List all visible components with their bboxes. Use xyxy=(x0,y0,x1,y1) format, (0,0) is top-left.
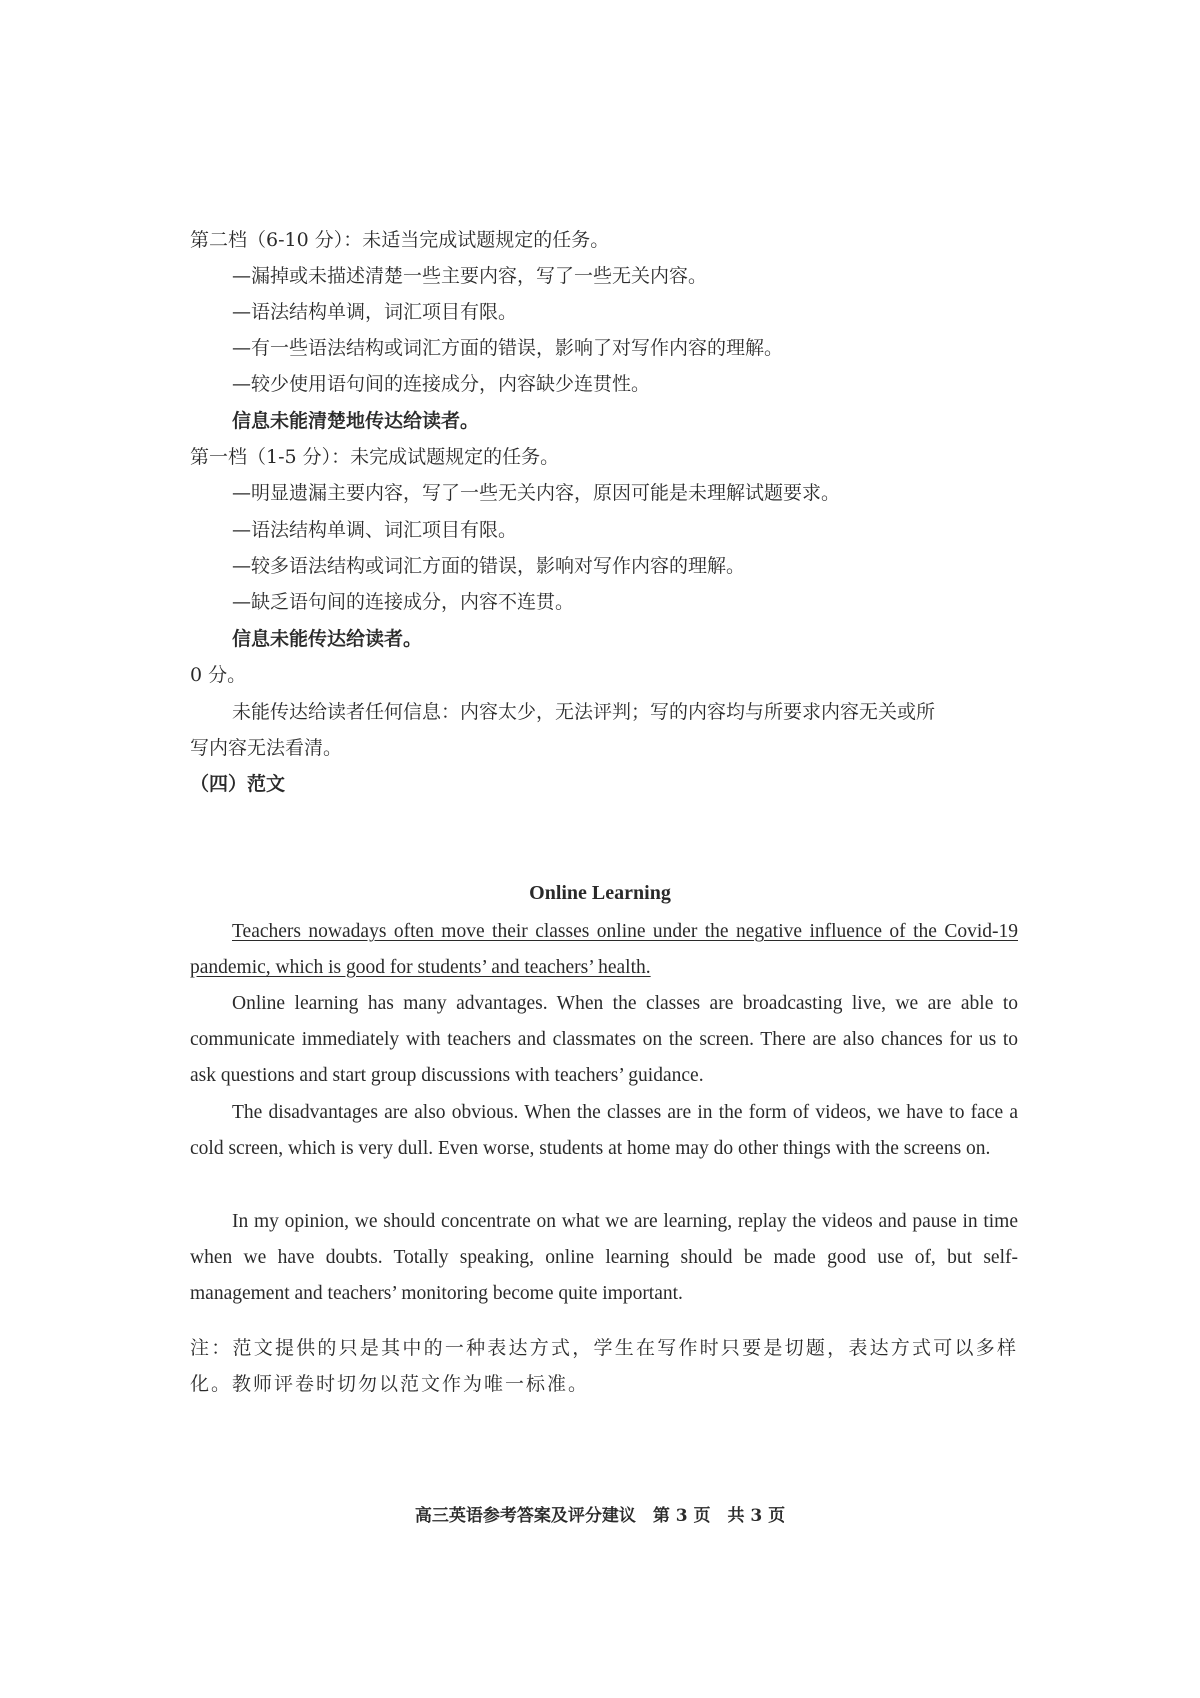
note-text: 注：范文提供的只是其中的一种表达方式，学生在写作时只要是切题，表达方式可以多样化。教师评卷时切勿以范文作为唯一标准。 xyxy=(190,1337,1018,1395)
section-heading: （四）范文 xyxy=(190,773,286,795)
page-footer: 高三英语参考答案及评分建议 第 3 页 共 3 页 xyxy=(414,1506,786,1526)
level0-line: 未能传达给读者任何信息：内容太少，无法评判；写的内容均与所要求内容无关或所 xyxy=(232,701,936,723)
level2-item: —漏掉或未描述清楚一些主要内容，写了一些无关内容。 xyxy=(232,265,708,287)
level2-summary: 信息未能清楚地传达给读者。 xyxy=(232,410,480,432)
level2-item: —较少使用语句间的连接成分，内容缺少连贯性。 xyxy=(232,373,651,395)
essay-paragraph: Online learning has many advantages. When the classes are broadcasting live, we are able to communicate immediately with teachers and classmates on the screen. There are also chances for us to ask questions and start group discussions with teachers’ guidance. xyxy=(190,993,1018,1086)
level1-summary: 信息未能传达给读者。 xyxy=(232,628,423,650)
level2-item: —语法结构单调，词汇项目有限。 xyxy=(232,301,518,323)
level1-item: —语法结构单调、词汇项目有限。 xyxy=(232,519,518,541)
level1-heading: 第一档（1-5 分）：未完成试题规定的任务。 xyxy=(190,446,560,468)
level2-item: —有一些语法结构或词汇方面的错误，影响了对写作内容的理解。 xyxy=(232,337,784,359)
essay-paragraph: Teachers nowadays often move their classes online under the negative influence of the Covid-19 pandemic, which is good for students’ and teachers’ health. xyxy=(190,921,1018,978)
level1-item: —缺乏语句间的连接成分，内容不连贯。 xyxy=(232,591,575,613)
essay-paragraph: The disadvantages are also obvious. When the classes are in the form of videos, we have to face a cold screen, which is very dull. Even worse, students at home may do other things with the screens on. xyxy=(190,1102,1018,1159)
level1-item: —较多语法结构或词汇方面的错误，影响对写作内容的理解。 xyxy=(232,555,746,577)
essay-paragraph: In my opinion, we should concentrate on what we are learning, replay the videos and pause in time when we have doubts. Totally speaking, online learning should be made good use of, but self-management and teachers’ monitoring become quite important. xyxy=(190,1211,1018,1304)
level1-item: —明显遗漏主要内容，写了一些无关内容，原因可能是未理解试题要求。 xyxy=(232,482,841,504)
level0-line: 写内容无法看清。 xyxy=(190,737,343,759)
level2-heading: 第二档（6-10 分）：未适当完成试题规定的任务。 xyxy=(190,229,610,251)
level0-heading: 0 分。 xyxy=(190,664,247,686)
essay-title: Online Learning xyxy=(529,882,671,904)
